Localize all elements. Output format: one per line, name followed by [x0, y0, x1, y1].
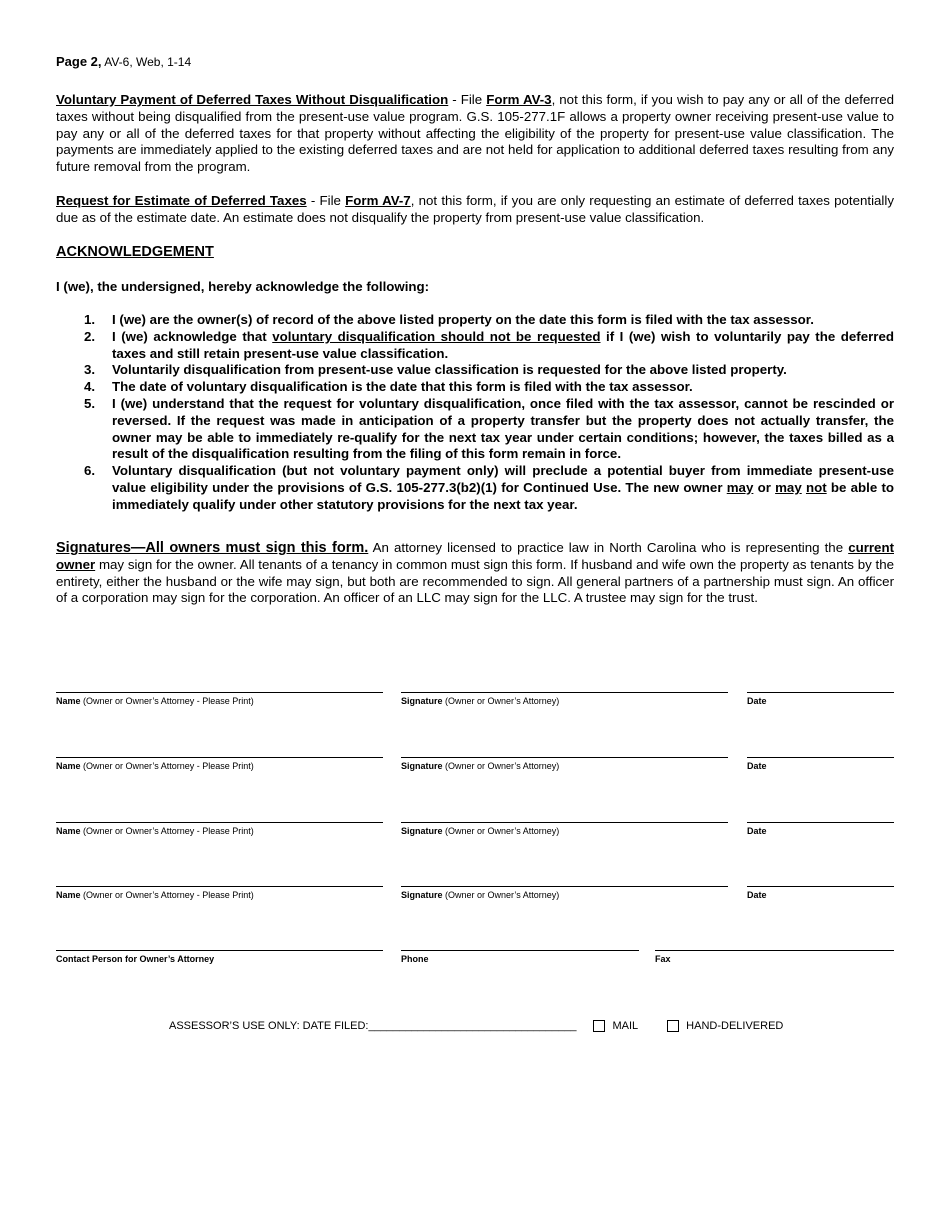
list-item [56, 379, 894, 396]
field-note: (Owner or Owner’s Attorney) [442, 890, 560, 900]
signature-field[interactable] [401, 822, 728, 836]
signatures-heading: Signatures—All owners must sign this form. [56, 540, 369, 556]
acknowledgement-list [56, 312, 894, 514]
form-id: AV-6, Web, 1-14 [104, 55, 192, 69]
item-emphasis: may [775, 479, 802, 495]
hand-delivered-label: HAND-DELIVERED [686, 1020, 784, 1032]
item-number: 2. [84, 328, 96, 344]
name-field[interactable] [56, 886, 383, 900]
voluntary-payment-paragraph [56, 92, 894, 176]
signatures-paragraph [56, 540, 894, 607]
fax-field[interactable] [655, 950, 894, 964]
assessor-use-row [169, 1020, 783, 1032]
item-emphasis: voluntary disqualification should not be requested [272, 328, 601, 344]
signatures-lead: An attorney licensed to practice law in North Carolina who is representing the [368, 540, 849, 555]
acknowledgement-heading: ACKNOWLEDGEMENT [56, 244, 214, 260]
item-emphasis: not [805, 479, 827, 495]
name-field[interactable] [56, 822, 383, 836]
item-number: 4. [84, 379, 96, 395]
signatures-text: may sign for the owner. All tenants of a tenancy in common must sign this form. If husband and wife own the property as tenants by the entirety, either the husband or the wife may sign, but both are recommended to sign. All general partners of a partnership must sign. An officer of a corporation may sign for the corporation. An officer of an LLC may sign for the LLC. A trustee may sign for the trust. [56, 556, 894, 606]
separator: - File [448, 92, 487, 107]
field-note: (Owner or Owner’s Attorney) [442, 761, 560, 771]
item-number: 1. [84, 312, 96, 327]
name-field[interactable] [56, 692, 383, 706]
date-field[interactable] [747, 757, 894, 771]
item-text: Voluntarily disqualification from present-use value classification is requested for the above listed property. [112, 362, 787, 378]
field-note: (Owner or Owner’s Attorney) [442, 696, 560, 706]
field-label: Date [747, 890, 767, 900]
field-label: Date [747, 696, 767, 706]
item-text: or [753, 479, 776, 495]
separator: - File [306, 193, 346, 208]
field-label: Signature [401, 890, 443, 900]
list-item [56, 362, 894, 379]
page-number: Page 2, [56, 54, 102, 69]
field-label: Name [56, 761, 81, 771]
signature-field[interactable] [401, 886, 728, 900]
list-item [56, 396, 894, 463]
list-item [56, 312, 894, 329]
item-emphasis: may [726, 479, 754, 495]
field-label: Date [747, 826, 767, 836]
item-text: The date of voluntary disqualification is the date that this form is filed with the tax assessor. [112, 379, 693, 395]
field-label: Signature [401, 696, 443, 706]
checkbox-icon [593, 1020, 605, 1032]
form-av7-link: Form AV-7 [345, 193, 411, 208]
form-av3-link: Form AV-3 [486, 92, 552, 107]
current-owner: current owner [56, 540, 894, 572]
item-number: 3. [84, 362, 96, 378]
estimate-paragraph [56, 193, 894, 227]
field-label: Signature [401, 826, 443, 836]
list-item [56, 463, 894, 513]
date-field[interactable] [747, 692, 894, 706]
estimate-title: Request for Estimate of Deferred Taxes [56, 193, 307, 208]
voluntary-payment-title: Voluntary Payment of Deferred Taxes Without Disqualification [56, 92, 449, 107]
item-text: be able to immediately qualify under other statutory provisions for the next tax year. [112, 479, 894, 512]
field-note: (Owner or Owner’s Attorney - Please Print) [80, 826, 254, 836]
field-label: Contact Person for Owner’s Attorney [56, 954, 215, 964]
name-field[interactable] [56, 757, 383, 771]
phone-field[interactable] [401, 950, 639, 964]
field-note: (Owner or Owner’s Attorney - Please Print) [80, 761, 254, 771]
list-item [56, 329, 894, 363]
date-field[interactable] [747, 822, 894, 836]
voluntary-payment-text: , not this form, if you wish to pay any or all of the deferred taxes without being disqualified from the present-use value program. G.S. 105-277.1F allows a property owner receiving present-use value to pay any or all of the deferred taxes for that property without affecting the eligibility of the property for present-use value classification. The payments are immediately applied to the existing deferred taxes and are not held for application to additional deferred taxes resulting from any future removal from the program. [56, 92, 895, 175]
field-label: Name [56, 890, 81, 900]
estimate-text: , not this form, if you are only requesting an estimate of deferred taxes potentially due as of the estimate date. An estimate does not disqualify the property from present-use value classification. [56, 193, 894, 225]
signature-field[interactable] [401, 757, 728, 771]
item-text: Voluntary disqualification (but not voluntary payment only) will preclude a potential buyer from immediate present-use value eligibility under the provisions of G.S. 105-277.3(b2)(1) for Continued Use. The new owner [112, 463, 894, 495]
hand-delivered-checkbox[interactable] [667, 1020, 783, 1032]
item-text: I (we) are the owner(s) of record of the above listed property on the date this form is filed with the tax assessor. [112, 312, 814, 327]
item-text: I (we) acknowledge that [112, 328, 273, 344]
assessor-date-filed: ASSESSOR’S USE ONLY: DATE FILED:__________________________________ [169, 1020, 577, 1032]
field-note: (Owner or Owner’s Attorney - Please Print) [80, 890, 254, 900]
signature-field[interactable] [401, 692, 728, 706]
contact-person-field[interactable] [56, 950, 383, 964]
field-label: Signature [401, 761, 443, 771]
item-number: 6. [84, 463, 96, 479]
item-number: 5. [84, 395, 96, 411]
field-label: Date [747, 761, 767, 771]
date-field[interactable] [747, 886, 894, 900]
field-label: Name [56, 826, 81, 836]
mail-label: MAIL [612, 1020, 639, 1032]
field-label: Name [56, 696, 81, 706]
acknowledgement-intro: I (we), the undersigned, hereby acknowledge the following: [56, 279, 430, 294]
page-header [56, 54, 191, 69]
checkbox-icon [667, 1020, 679, 1032]
item-text: I (we) understand that the request for voluntary disqualification, once filed with the tax assessor, cannot be rescinded or reversed. If the request was made in anticipation of a property transfer but the property does not actually transfer, the owner may be able to immediately re-qualify for the next tax year under certain conditions; however, the taxes billed as a result of the disqualification resulting from the filing of this form remain in force. [112, 395, 894, 462]
mail-checkbox[interactable] [593, 1020, 638, 1032]
field-label: Phone [401, 954, 429, 964]
item-text: if I (we) wish to voluntarily pay the deferred taxes and still retain present-use value classification. [112, 328, 894, 361]
field-label: Fax [655, 954, 671, 964]
field-note: (Owner or Owner’s Attorney) [442, 826, 560, 836]
field-note: (Owner or Owner’s Attorney - Please Print) [80, 696, 254, 706]
